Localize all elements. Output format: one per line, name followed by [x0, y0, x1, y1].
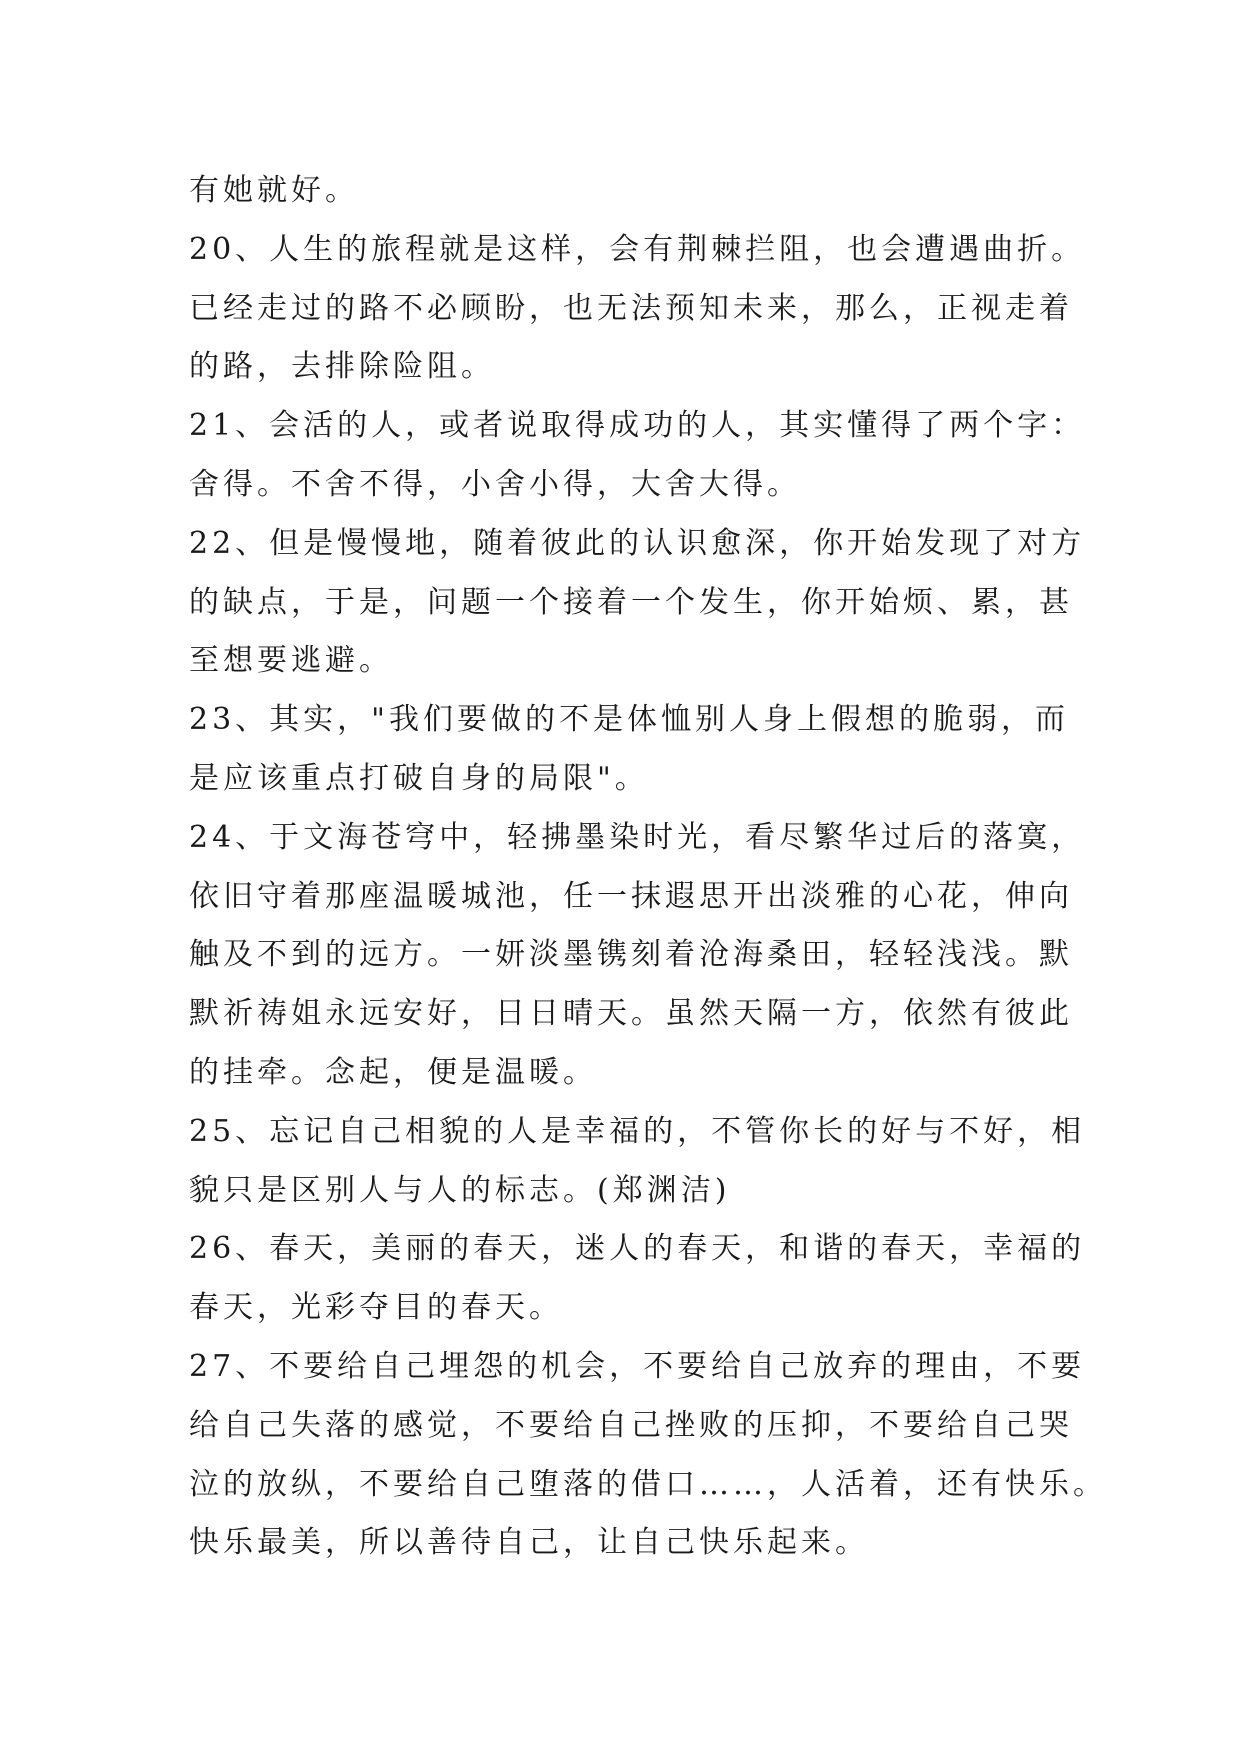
text-line: 依旧守着那座温暖城池，任一抹遐思开出淡雅的心花，伸向	[189, 878, 1073, 914]
text-line: 给自己失落的感觉，不要给自己挫败的压抑，不要给自己哭	[189, 1407, 1073, 1443]
text-line: 23、其实，"我们要做的不是体恤别人身上假想的脆弱，而	[189, 702, 1069, 738]
text-line: 24、于文海苍穹中，轻拂墨染时光，看尽繁华过后的落寞，	[189, 819, 1086, 855]
text-line: 已经走过的路不必顾盼，也无法预知未来，那么，正视走着	[189, 290, 1073, 326]
text-line: 至想要逃避。	[189, 643, 393, 679]
text-line: 有她就好。	[189, 173, 359, 208]
text-line: 泣的放纵，不要给自己堕落的借口……，人活着，还有快乐。	[189, 1466, 1107, 1502]
text-line: 春天，光彩夺目的春天。	[189, 1290, 563, 1326]
text-line: 的缺点，于是，问题一个接着一个发生，你开始烦、累，甚	[189, 584, 1073, 620]
text-line: 舍得。不舍不得，小舍小得，大舍大得。	[189, 466, 801, 502]
text-line: 21、会活的人，或者说取得成功的人，其实懂得了两个字：	[189, 408, 1086, 444]
text-line: 26、春天，美丽的春天，迷人的春天，和谐的春天，幸福的	[189, 1231, 1086, 1267]
text-line: 20、人生的旅程就是这样，会有荆棘拦阻，也会遭遇曲折。	[189, 231, 1086, 267]
text-line: 貌只是区别人与人的标志。(郑渊洁)	[189, 1172, 731, 1208]
text-line: 25、忘记自己相貌的人是幸福的，不管你长的好与不好，相	[189, 1113, 1086, 1149]
text-line: 的路，去排除险阻。	[189, 349, 495, 385]
text-line: 快乐最美，所以善待自己，让自己快乐起来。	[189, 1525, 869, 1561]
text-line: 是应该重点打破自身的局限"。	[189, 760, 649, 796]
text-line: 27、不要给自己埋怨的机会，不要给自己放弃的理由，不要	[189, 1348, 1086, 1384]
text-line: 触及不到的远方。一妍淡墨镌刻着沧海桑田，轻轻浅浅。默	[189, 937, 1073, 973]
text-line: 的挂牵。念起，便是温暖。	[189, 1054, 597, 1090]
text-line: 22、但是慢慢地，随着彼此的认识愈深，你开始发现了对方	[189, 525, 1086, 561]
document-body	[189, 162, 1107, 1573]
text-line: 默祈祷姐永远安好，日日晴天。虽然天隔一方，依然有彼此	[189, 996, 1073, 1032]
